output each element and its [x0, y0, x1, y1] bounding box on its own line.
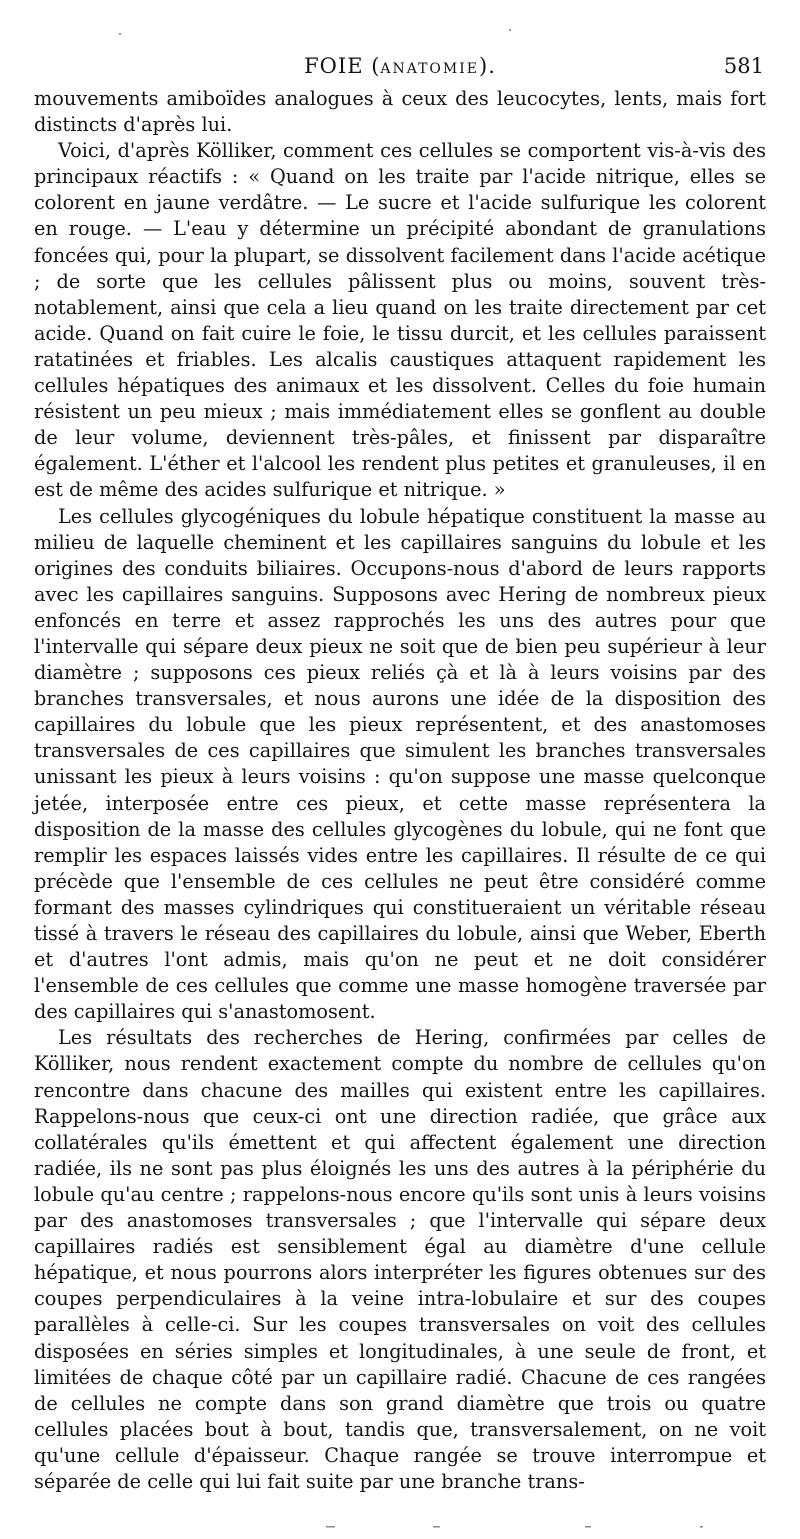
- running-title-main: FOIE (: [304, 54, 381, 78]
- paragraph-kolliker-reactions: Voici, d'après Kölliker, comment ces cellules se comportent vis-à-vis des principaux réactifs : « Quand on les traite par l'acide nitrique, elles se colorent en jaune verdâtre. — Le sucre et l'acide sulfurique les colorent en rouge. — L'eau y détermine un précipité abondant de granulations foncées qui, pour la plupart, se dissolvent facilement dans l'acide acétique ; de sorte que les cellules pâlissent plus ou moins, souvent très-notablement, ainsi que cela a lieu quand on les traite directement par cet acide. Quand on fait cuire le foie, le tissu durcit, et les cellules paraissent ratatinées et friables. Les alcalis caustiques attaquent rapidement les cellules hépatiques des animaux et les dissolvent. Celles du foie humain résistent un peu mieux ; mais immédiatement elles se gonflent au double de leur volume, deviennent très-pâles, et finissent par disparaître également. L'éther et l'alcool les rendent plus petites et granuleuses, il en est de même des acides sulfurique et nitrique. »: [34, 139, 766, 502]
- paragraph-hering-results: Les résultats des recherches de Hering, confirmées par celles de Kölliker, nous rendent exactement compte du nombre de cellules qu'on rencontre dans chacune des mailles qui existent entre les capillaires. Rappelons-nous que ceux-ci ont une direction radiée, que grâce aux collatérales qu'ils émettent et qui affectent également une direction radiée, ils ne sont pas plus éloignés les uns des autres à la périphérie du lobule qu'au centre ; rappelons-nous encore qu'ils sont unis à leurs voisins par des anastomoses transversales ; que l'intervalle qui sépare deux capillaires radiés est sensiblement égal au diamètre d'une cellule hépatique, et nous pourrons alors interpréter les figures obtenues sur des coupes perpendiculaires à la veine intra-lobulaire et sur des coupes parallèles à celle-ci. Sur les coupes transversales on voit des cellules disposées en séries simples et longitudinales, à une seule de front, et limitées de chaque côté par un capillaire radié. Chacune de ces rangées de cellules ne compte dans son grand diamètre que trois ou quatre cellules placées bout à bout, tandis que, transversalement, on ne voit qu'une cellule d'épaisseur. Chaque rangée se trouve interrompue et séparée de celle qui lui fait suite par une branche trans-: [34, 1026, 766, 1493]
- paragraph-continuation: mouvements amiboïdes analogues à ceux des leucocytes, lents, mais fort distincts d'après lui.: [34, 87, 766, 137]
- paragraph-glycogenic-cells: Les cellules glycogéniques du lobule hépatique constituent la masse au milieu de laquelle cheminent et les capillaires sanguins du lobule et les origines des conduits biliaires. Occupons-nous d'abord de leurs rapports avec les capillaires sanguins. Supposons avec Hering de nombreux pieux enfoncés en terre et assez rapprochés les uns des autres pour que l'intervalle qui sépare deux pieux ne soit que de bien peu supérieur à leur diamètre ; supposons ces pieux reliés çà et là à leurs voisins par des branches transversales, et nous aurons une idée de la disposition des capillaires du lobule que les pieux représentent, et des anastomoses transversales de ces capillaires que simulent les branches transversales unissant les pieux à leurs voisins : qu'on suppose une masse quelconque jetée, interposée entre ces pieux, et cette masse représentera la disposition de la masse des cellules glycogènes du lobule, qui ne font que remplir les espaces laissés vides entre les capillaires. Il résulte de ce qui précède que l'ensemble de ces cellules ne peut être considéré comme formant des masses cylindriques qui constitueraient un véritable réseau tissé à travers le réseau des capillaires du lobule, ainsi que Weber, Eberth et d'autres l'ont admis, mais qu'on ne peut et ne doit considérer l'ensemble de ces cellules que comme une masse homogène traversée par des capillaires qui s'anastomosent.: [34, 504, 766, 1024]
- running-title-end: ).: [479, 54, 496, 78]
- page-number: 581: [723, 54, 764, 78]
- running-title-smallcaps: ANATOMIE: [380, 61, 479, 77]
